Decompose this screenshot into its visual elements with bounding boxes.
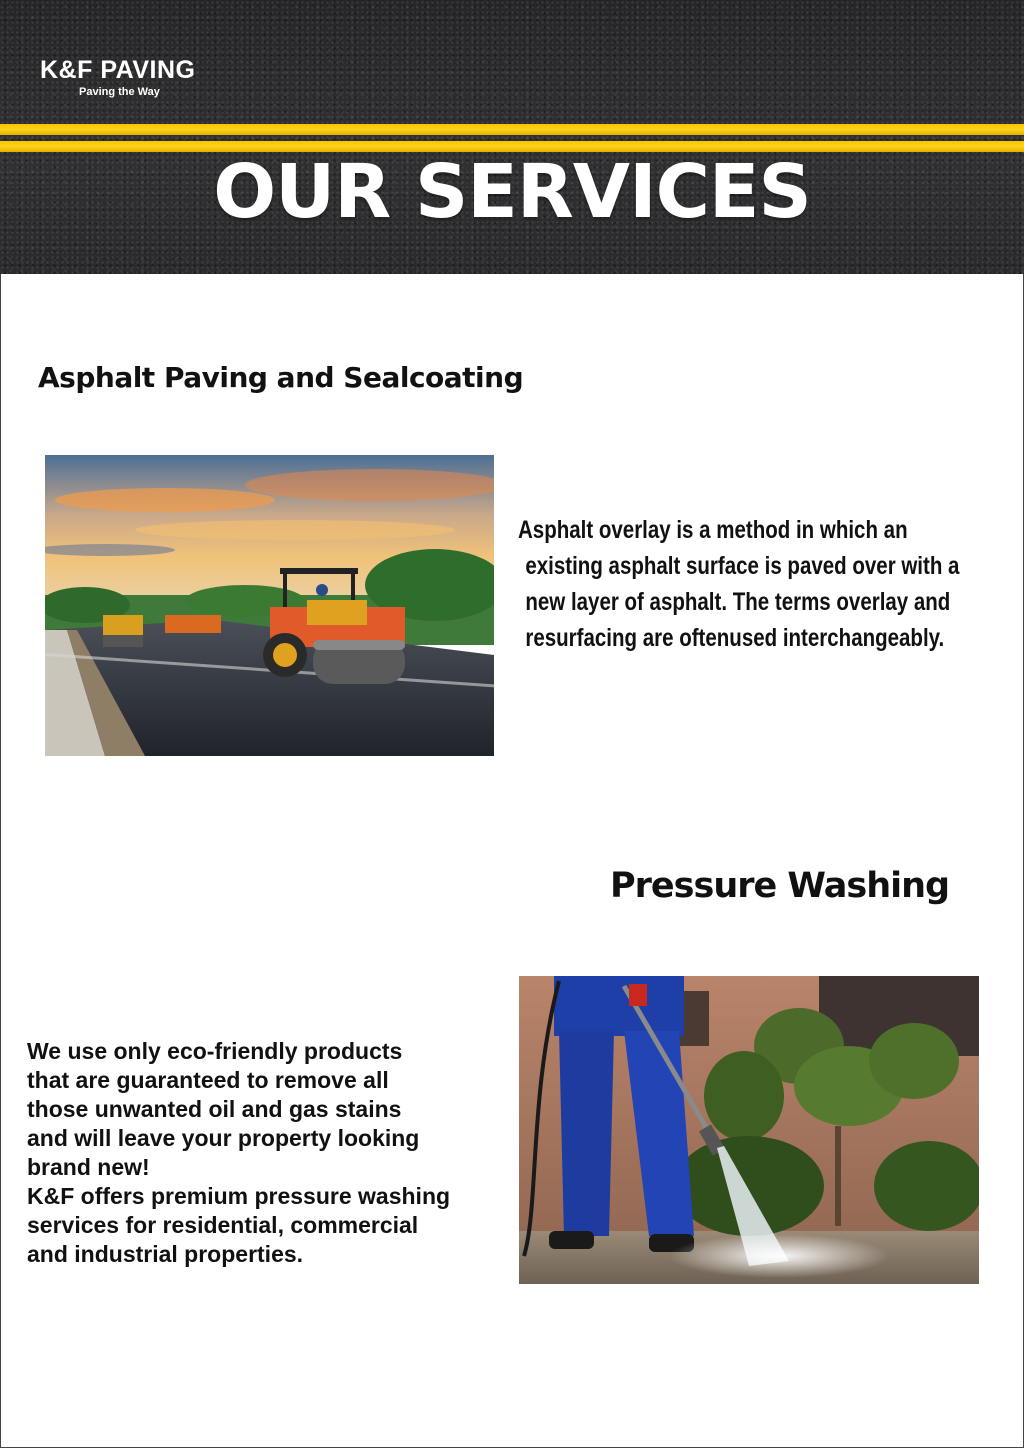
asphalt-heading: Asphalt Paving and Sealcoating <box>38 361 524 394</box>
pressure-heading: Pressure Washing <box>610 866 950 906</box>
asphalt-description <box>518 512 998 656</box>
pressure-description-line: and industrial properties. <box>27 1241 304 1267</box>
pressure-description-line: services for residential, commercial <box>27 1212 419 1238</box>
road-line-top <box>0 124 1024 135</box>
asphalt-description-line: resurfacing are oftenused interchangeably. <box>525 624 945 652</box>
pressure-description-line: that are guaranteed to remove all <box>27 1067 389 1093</box>
pressure-description-line: and will leave your property looking <box>27 1125 420 1151</box>
brand-name: K&F PAVING <box>40 56 196 84</box>
asphalt-description-line: Asphalt overlay is a method in which an <box>518 516 908 544</box>
page-title: OUR SERVICES <box>213 148 811 235</box>
pressure-description-line: brand new! <box>27 1154 150 1180</box>
header-banner <box>0 0 1024 274</box>
brand-logo <box>40 56 210 98</box>
pressure-description-line: those unwanted oil and gas stains <box>27 1096 402 1122</box>
pressure-washer-photo <box>519 976 979 1284</box>
asphalt-description-line: existing asphalt surface is paved over with a <box>525 552 960 580</box>
road-roller-photo <box>45 455 494 756</box>
asphalt-description-line: new layer of asphalt. The terms overlay and <box>525 588 951 616</box>
brand-tagline: Paving the Way <box>79 86 160 98</box>
pressure-description-line: K&F offers premium pressure washing <box>27 1183 451 1209</box>
pressure-description <box>27 1037 517 1269</box>
pressure-description-line: We use only eco-friendly products <box>27 1038 403 1064</box>
